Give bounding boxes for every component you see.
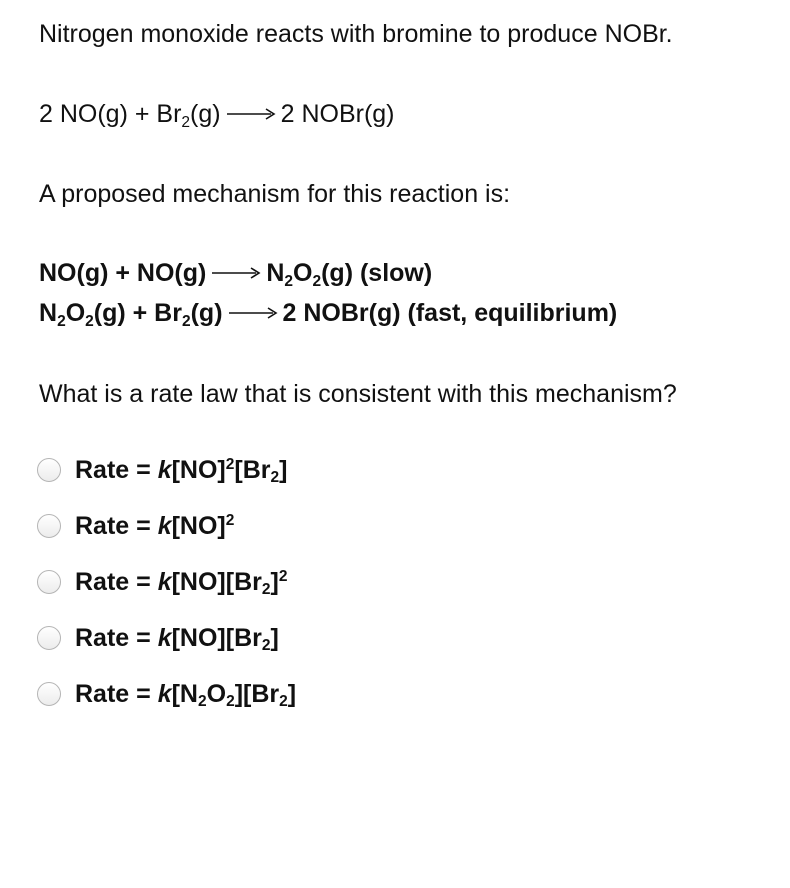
formula-text: k <box>157 679 172 708</box>
formula-text: ] <box>287 679 297 708</box>
formula-text: NO(g) + NO(g) <box>39 259 207 287</box>
formula-text: (g) <box>190 299 223 327</box>
radio-button[interactable] <box>37 570 61 594</box>
radio-button[interactable] <box>37 458 61 482</box>
mechanism-step-1 <box>39 259 432 288</box>
answer-choices <box>37 442 296 722</box>
subscript-text: 2 <box>261 637 271 655</box>
overall-lhs <box>39 100 221 131</box>
answer-choice-5[interactable] <box>37 666 296 722</box>
subscript-text: 2 <box>284 272 294 290</box>
step-1-lhs <box>39 259 206 287</box>
formula-text: N <box>266 259 285 287</box>
radio-button[interactable] <box>37 514 61 538</box>
formula-text: Rate = <box>75 455 158 484</box>
subscript-text: 2 <box>226 693 235 711</box>
step-2-rhs <box>283 299 618 327</box>
formula-text: (g) + Br <box>93 299 182 327</box>
answer-choice-1[interactable] <box>37 442 296 498</box>
intro-text: Nitrogen monoxide reacts with bromine to produce NOBr. <box>39 20 673 48</box>
formula-text: [NO] <box>171 455 226 484</box>
formula-text: [N <box>171 679 198 708</box>
subscript-text: 2 <box>279 693 288 711</box>
subscript-text: 2 <box>270 469 280 487</box>
overall-equation <box>39 100 395 129</box>
subscript-text: 2 <box>197 693 207 711</box>
formula-text: k <box>157 511 172 540</box>
formula-text: k <box>157 455 172 484</box>
reaction-arrow-icon <box>227 104 277 124</box>
formula-text: N <box>39 299 58 327</box>
formula-text: [NO] <box>171 511 226 540</box>
answer-choice-label <box>75 568 287 597</box>
mechanism-step-2 <box>39 299 617 328</box>
subscript-text: 2 <box>57 312 66 330</box>
answer-choice-3[interactable] <box>37 554 296 610</box>
subscript-text: 2 <box>312 272 322 290</box>
formula-text: Rate = <box>75 679 158 708</box>
subscript-text: 2 <box>181 312 191 330</box>
superscript-text: 2 <box>225 511 235 529</box>
radio-button[interactable] <box>37 682 61 706</box>
formula-text: Rate = <box>75 623 158 652</box>
formula-text: O <box>293 259 313 287</box>
question-text: What is a rate law that is consistent with this mechanism? <box>39 380 677 408</box>
formula-text: (g) (slow) <box>321 259 433 287</box>
formula-text: k <box>157 567 172 596</box>
formula-text: ] <box>270 567 279 596</box>
step-1-rhs <box>266 259 433 290</box>
answer-choice-4[interactable] <box>37 610 296 666</box>
formula-text: ] <box>279 455 288 484</box>
radio-button[interactable] <box>37 626 61 650</box>
superscript-text: 2 <box>278 567 288 585</box>
superscript-text: 2 <box>225 455 235 473</box>
formula-text: 2 NOBr(g) (fast, equilibrium) <box>282 299 618 327</box>
answer-choice-2[interactable] <box>37 498 296 554</box>
overall-rhs <box>281 100 395 128</box>
formula-text: Rate = <box>75 567 158 596</box>
formula-text: k <box>157 623 172 652</box>
step-2-lhs <box>39 299 223 330</box>
formula-text: Rate = <box>75 511 158 540</box>
answer-choice-label <box>75 680 296 709</box>
formula-text: (g) <box>190 100 221 128</box>
formula-text: [NO][Br <box>171 623 262 652</box>
subscript-text: 2 <box>181 113 191 131</box>
formula-text: O <box>65 299 86 327</box>
formula-text: 2 NOBr(g) <box>280 100 395 128</box>
formula-text: 2 NO(g) + Br <box>39 100 182 128</box>
mechanism-intro-text: A proposed mechanism for this reaction is: <box>39 180 511 208</box>
formula-text: ][Br <box>234 679 280 708</box>
reaction-arrow-icon <box>229 303 279 323</box>
formula-text: [NO][Br <box>171 567 262 596</box>
subscript-text: 2 <box>261 581 271 599</box>
formula-text: O <box>206 679 227 708</box>
formula-text: [Br <box>234 455 271 484</box>
answer-choice-label <box>75 512 234 541</box>
answer-choice-label <box>75 456 287 485</box>
reaction-arrow-icon <box>212 263 262 283</box>
formula-text: ] <box>270 623 279 652</box>
answer-choice-label <box>75 624 279 653</box>
subscript-text: 2 <box>85 312 94 330</box>
